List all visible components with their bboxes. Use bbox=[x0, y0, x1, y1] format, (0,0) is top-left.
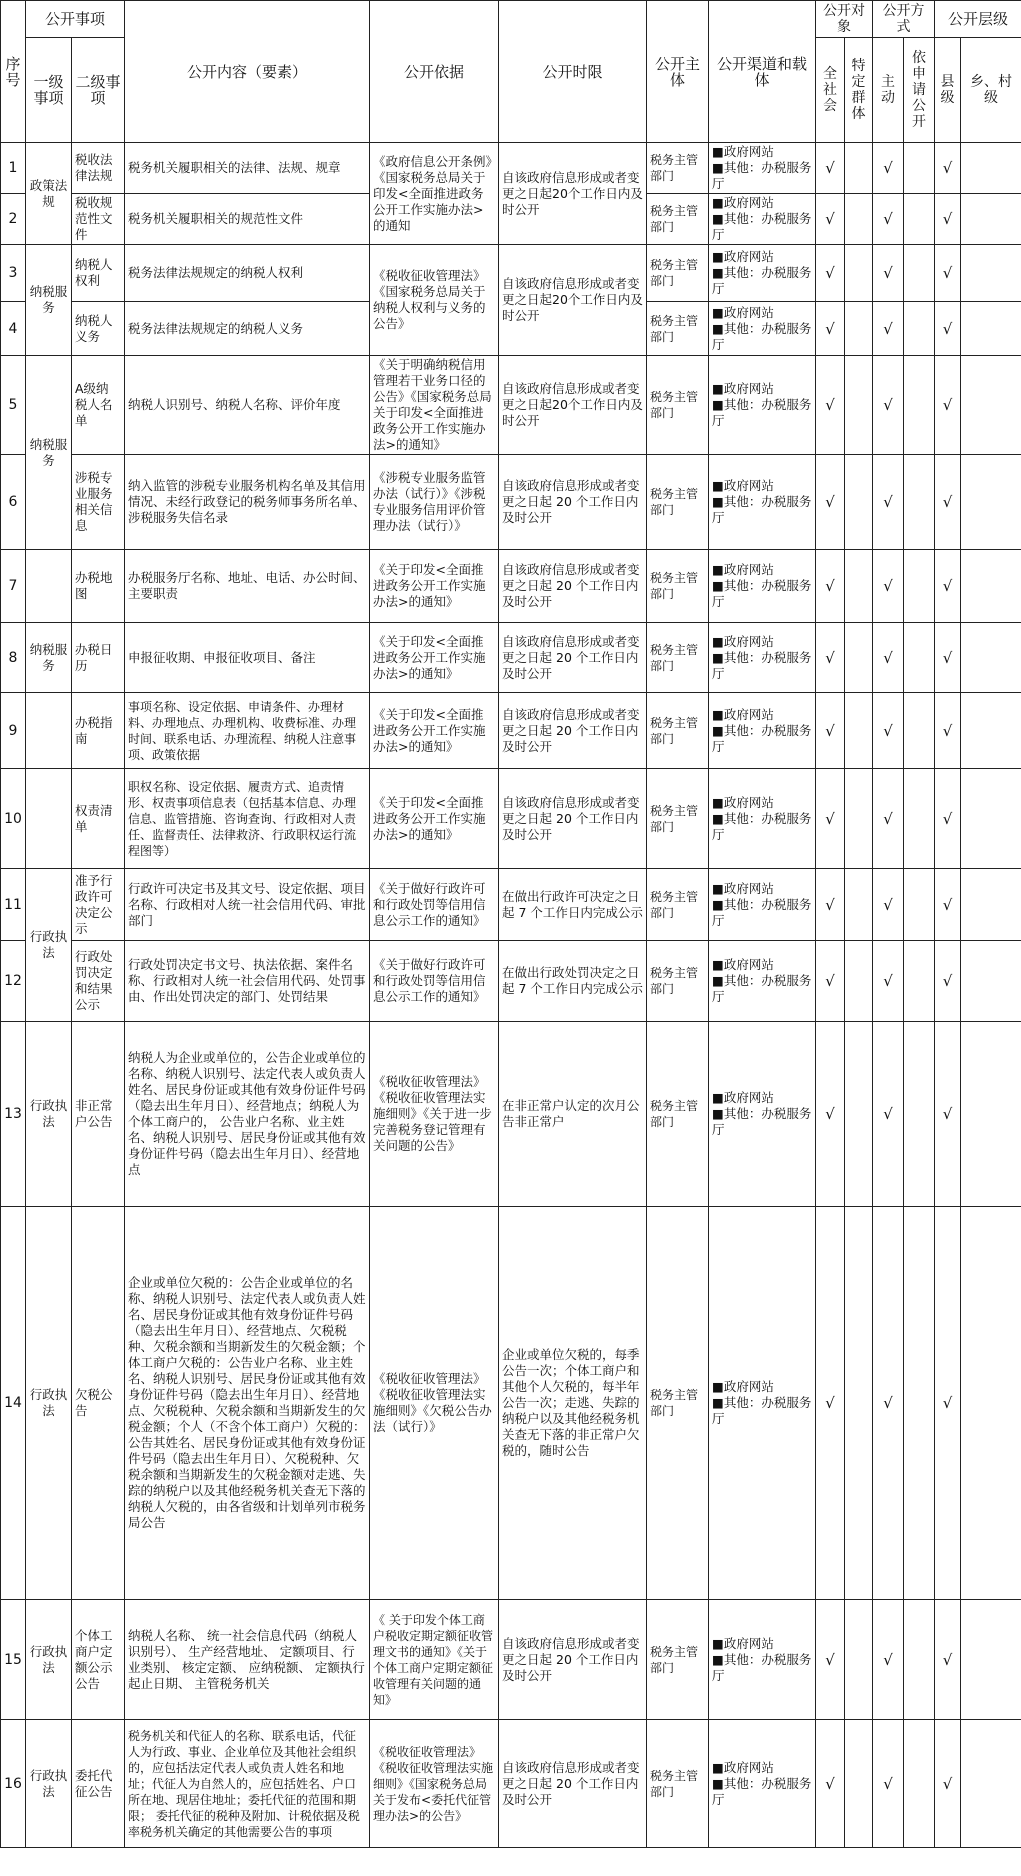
header-level-village: 乡、村级 bbox=[961, 38, 1021, 143]
level2-cell: 行政处罚决定和结果公示 bbox=[72, 941, 125, 1022]
channel-cell: ■政府网站 ■其他：办税服务厅 bbox=[709, 356, 816, 455]
table-row: 10 权责清单 职权名称、设定依据、履责方式、追责情形、权责事项信息表（包括基本信息、办理信息、监管措施、咨询查询、行政相对人责任、监督责任、法律救济、行政职权运行流程图等） 《关于印发<全面推进政务公开工作实施办法>的通知》 自该政府信息形成或者变更之日起 20 个工作日内及时公开 税务主管部门 ■政府网站 ■其他：办税服务厅 √ √ √ bbox=[1, 769, 1021, 869]
check-mark: √ bbox=[816, 1720, 845, 1848]
level2-cell: 办税日历 bbox=[72, 623, 125, 693]
channel-cell: ■政府网站 ■其他：办税服务厅 bbox=[709, 194, 816, 245]
basis-cell: 《关于印发<全面推进政务公开工作实施办法>的通知》 bbox=[370, 693, 499, 769]
header-level-county: 县级 bbox=[935, 38, 961, 143]
time-limit-cell: 自该政府信息形成或者变更之日起 20 个工作日内及时公开 bbox=[499, 1600, 647, 1720]
header-content: 公开内容（要素） bbox=[125, 1, 370, 143]
header-channel: 公开渠道和载体 bbox=[709, 1, 816, 143]
basis-cell: 《涉税专业服务监管办法（试行）》《涉税专业服务信用评价管理办法（试行）》 bbox=[370, 455, 499, 550]
check-mark: √ bbox=[873, 623, 904, 693]
level1-cell: 行政执法 bbox=[26, 1720, 72, 1848]
time-limit-cell: 自该政府信息形成或者变更之日起 20 个工作日内及时公开 bbox=[499, 769, 647, 869]
time-limit-cell: 在做出行政处罚决定之日起 7 个工作日内完成公示 bbox=[499, 941, 647, 1022]
content-cell: 企业或单位欠税的：公告企业或单位的名称、纳税人识别号、法定代表人或负责人姓名、居民身份证或其他有效身份证件号码（隐去出生年月日）、经营地点、欠税税种、欠税余额和当期新发生的欠税金额；个体工商户欠税的：公告业户名称、业主姓名、纳税人识别号、居民身份证或其他有效身份证件号码（隐去出生年月日）、经营地点、欠税税种、欠税余额和当期新发生的欠税金额；个人（不含个体工商户）欠税的：公告其姓名、居民身份证或其他有效身份证件号码（隐去出生年月日）、欠税税种、欠税余额和当期新发生的欠税金额对走逃、失踪的纳税户以及其他经税务机关查无下落的纳税人欠税的，由各省级和计划单列市税务局公告 bbox=[125, 1207, 370, 1600]
level2-cell: 税收法律法规 bbox=[72, 143, 125, 194]
channel-cell: ■政府网站 ■其他：办税服务厅 bbox=[709, 693, 816, 769]
channel-cell: ■政府网站 ■其他：办税服务厅 bbox=[709, 1600, 816, 1720]
check-mark: √ bbox=[873, 194, 904, 245]
time-limit-cell: 自该政府信息形成或者变更之日起 20 个工作日内及时公开 bbox=[499, 455, 647, 550]
channel-cell: ■政府网站 ■其他：办税服务厅 bbox=[709, 769, 816, 869]
subject-cell: 税务主管部门 bbox=[647, 693, 709, 769]
time-limit-cell: 自该政府信息形成或者变更之日起 20 个工作日内及时公开 bbox=[499, 623, 647, 693]
level2-cell: 准予行政许可决定公示 bbox=[72, 869, 125, 941]
check-mark: √ bbox=[873, 869, 904, 941]
subject-cell: 税务主管部门 bbox=[647, 941, 709, 1022]
level2-cell: 欠税公告 bbox=[72, 1207, 125, 1600]
content-cell: 税务法律法规规定的纳税人义务 bbox=[125, 302, 370, 356]
subject-cell: 税务主管部门 bbox=[647, 1600, 709, 1720]
check-mark: √ bbox=[873, 302, 904, 356]
subject-cell: 税务主管部门 bbox=[647, 245, 709, 302]
check-mark: √ bbox=[873, 941, 904, 1022]
level2-cell: 纳税人义务 bbox=[72, 302, 125, 356]
time-limit-cell: 自该政府信息形成或者变更之日起 20 个工作日内及时公开 bbox=[499, 550, 647, 623]
level2-cell: 涉税专业服务相关信息 bbox=[72, 455, 125, 550]
table-row: 14 行政执法 欠税公告 企业或单位欠税的：公告企业或单位的名称、纳税人识别号、法定代表人或负责人姓名、居民身份证或其他有效身份证件号码（隐去出生年月日）、经营地点、欠税税种、欠税余额和当期新发生的欠税金额；个体工商户欠税的：公告业户名称、业主姓名、纳税人识别号、居民身份证或其他有效身份证件号码（隐去出生年月日）、经营地点、欠税税种、欠税余额和当期新发生的欠税金额；个人（不含个体工商户）欠税的：公告其姓名、居民身份证或其他有效身份证件号码（隐去出生年月日）、欠税税种、欠税余额和当期新发生的欠税金额对走逃、失踪的纳税户以及其他经税务机关查无下落的纳税人欠税的，由各省级和计划单列市税务局公告 《税收征收管理法》《税收征收管理法实施细则》《欠税公告办法（试行）》 企业或单位欠税的，每季公告一次；个体工商户和其他个人欠税的，每半年公告一次；走逃、失踪的纳税户以及其他经税务机关查无下落的非正常户欠税的，随时公告 税务主管部门 ■政府网站 ■其他：办税服务厅 √ √ √ bbox=[1, 1207, 1021, 1600]
subject-cell: 税务主管部门 bbox=[647, 1207, 709, 1600]
level1-cell bbox=[26, 693, 72, 769]
time-limit-cell: 自该政府信息形成或者变更之日起20个工作日内及时公开 bbox=[499, 143, 647, 245]
subject-cell: 税务主管部门 bbox=[647, 623, 709, 693]
check-mark: √ bbox=[935, 769, 961, 869]
check-mark: √ bbox=[816, 693, 845, 769]
check-mark: √ bbox=[935, 941, 961, 1022]
content-cell: 纳入监管的涉税专业服务机构名单及其信用情况、未经行政登记的税务师事务所名单、涉税服务失信名录 bbox=[125, 455, 370, 550]
channel-cell: ■政府网站 ■其他：办税服务厅 bbox=[709, 869, 816, 941]
check-mark: √ bbox=[935, 1720, 961, 1848]
time-limit-cell: 自该政府信息形成或者变更之日起20个工作日内及时公开 bbox=[499, 356, 647, 455]
basis-cell: 《关于印发<全面推进政务公开工作实施办法>的通知》 bbox=[370, 550, 499, 623]
subject-cell: 税务主管部门 bbox=[647, 1720, 709, 1848]
time-limit-cell: 自该政府信息形成或者变更之日起 20 个工作日内及时公开 bbox=[499, 1720, 647, 1848]
level1-cell bbox=[26, 550, 72, 623]
header-level2: 二级事项 bbox=[72, 38, 125, 143]
basis-cell: 《税收征收管理法》《税收征收管理法实施细则》《国家税务总局关于发布<委托代征管理办法>的公告》 bbox=[370, 1720, 499, 1848]
check-mark: √ bbox=[816, 1207, 845, 1600]
basis-cell: 《关于印发<全面推进政务公开工作实施办法>的通知》 bbox=[370, 769, 499, 869]
time-limit-cell: 在非正常户认定的次月公告非正常户 bbox=[499, 1022, 647, 1207]
channel-cell: ■政府网站 ■其他：办税服务厅 bbox=[709, 550, 816, 623]
content-cell: 办税服务厅名称、地址、电话、办公时间、主要职责 bbox=[125, 550, 370, 623]
table-row: 7 办税地图 办税服务厅名称、地址、电话、办公时间、主要职责 《关于印发<全面推进政务公开工作实施办法>的通知》 自该政府信息形成或者变更之日起 20 个工作日内及时公开 税务主管部门 ■政府网站 ■其他：办税服务厅 √ √ √ bbox=[1, 550, 1021, 623]
check-mark: √ bbox=[935, 550, 961, 623]
check-mark: √ bbox=[873, 1207, 904, 1600]
channel-cell: ■政府网站 ■其他：办税服务厅 bbox=[709, 623, 816, 693]
level1-cell bbox=[26, 769, 72, 869]
check-mark: √ bbox=[935, 1600, 961, 1720]
header-target-specific: 特定群体 bbox=[845, 38, 873, 143]
table-row: 2 税收规范性文件 税务机关履职相关的规范性文件 税务主管部门 ■政府网站 ■其他：办税服务厅 √ √ √ bbox=[1, 194, 1021, 245]
subject-cell: 税务主管部门 bbox=[647, 356, 709, 455]
check-mark: √ bbox=[873, 550, 904, 623]
table-row: 4 纳税人义务 税务法律法规规定的纳税人义务 税务主管部门 ■政府网站 ■其他：办税服务厅 √ √ √ bbox=[1, 302, 1021, 356]
check-mark: √ bbox=[816, 941, 845, 1022]
header-seq: 序号 bbox=[1, 1, 26, 143]
header-method: 公开方式 bbox=[873, 1, 935, 38]
level1-cell: 行政执法 bbox=[26, 1022, 72, 1207]
header-method-apply: 依申请公开 bbox=[904, 38, 935, 143]
table-row: 15 行政执法 个体工商户定额公示公告 纳税人名称、 统一社会信息代码（纳税人识别号）、 生产经营地址、 定额项目、行业类别、 核定定额、 应纳税额、 定额执行起止日期、 主管税务机关 《 关于印发个体工商户税收定期定额征收管理文书的通知》《关于个体工商户定期定额征收管理有关问题的通知》 自该政府信息形成或者变更之日起 20 个工作日内及时公开 税务主管部门 ■政府网站 ■其他：办税服务厅 √ √ √ bbox=[1, 1600, 1021, 1720]
time-limit-cell: 自该政府信息形成或者变更之日起 20 个工作日内及时公开 bbox=[499, 693, 647, 769]
check-mark: √ bbox=[816, 769, 845, 869]
check-mark: √ bbox=[873, 1600, 904, 1720]
check-mark: √ bbox=[873, 1720, 904, 1848]
check-mark: √ bbox=[935, 693, 961, 769]
header-matters: 公开事项 bbox=[26, 1, 125, 38]
header-basis: 公开依据 bbox=[370, 1, 499, 143]
subject-cell: 税务主管部门 bbox=[647, 302, 709, 356]
check-mark: √ bbox=[816, 194, 845, 245]
subject-cell: 税务主管部门 bbox=[647, 143, 709, 194]
content-cell: 纳税人为企业或单位的，公告企业或单位的名称、纳税人识别号、法定代表人或负责人姓名、居民身份证或其他有效身份证件号码（隐去出生年月日）、经营地点；纳税人为个体工商户的， 公告业户名称、业主姓名、纳税人识别号、居民身份证或其他有效身份证件号码（隐去出生年月日）、经营地点 bbox=[125, 1022, 370, 1207]
basis-cell: 《税收征收管理法》《国家税务总局关于纳税人权利与义务的公告》 bbox=[370, 245, 499, 356]
table-row: 6 涉税专业服务相关信息 纳入监管的涉税专业服务机构名单及其信用情况、未经行政登记的税务师事务所名单、涉税服务失信名录 《涉税专业服务监管办法（试行）》《涉税专业服务信用评价管理办法（试行）》 自该政府信息形成或者变更之日起 20 个工作日内及时公开 税务主管部门 ■政府网站 ■其他：办税服务厅 √ √ √ bbox=[1, 455, 1021, 550]
subject-cell: 税务主管部门 bbox=[647, 769, 709, 869]
channel-cell: ■政府网站 ■其他：办税服务厅 bbox=[709, 143, 816, 194]
channel-cell: ■政府网站 ■其他：办税服务厅 bbox=[709, 455, 816, 550]
time-limit-cell: 在做出行政许可决定之日起 7 个工作日内完成公示 bbox=[499, 869, 647, 941]
check-mark: √ bbox=[873, 769, 904, 869]
level1-cell: 行政执法 bbox=[26, 1600, 72, 1720]
table-row: 9 办税指南 事项名称、设定依据、申请条件、办理材料、办理地点、办理机构、收费标准、办理时间、联系电话、办理流程、纳税人注意事项、政策依据 《关于印发<全面推进政务公开工作实施办法>的通知》 自该政府信息形成或者变更之日起 20 个工作日内及时公开 税务主管部门 ■政府网站 ■其他：办税服务厅 √ √ √ bbox=[1, 693, 1021, 769]
subject-cell: 税务主管部门 bbox=[647, 869, 709, 941]
check-mark: √ bbox=[873, 693, 904, 769]
level2-cell: 非正常户公告 bbox=[72, 1022, 125, 1207]
table-row: 1 政策法规 税收法律法规 税务机关履职相关的法律、法规、规章 《政府信息公开条例》《国家税务总局关于印发<全面推进政务公开工作实施办法>的通知 自该政府信息形成或者变更之日起20个工作日内及时公开 税务主管部门 ■政府网站 ■其他：办税服务厅 √ √ √ bbox=[1, 143, 1021, 194]
level1-cell: 行政执法 bbox=[26, 869, 72, 1022]
basis-cell: 《政府信息公开条例》《国家税务总局关于印发<全面推进政务公开工作实施办法>的通知 bbox=[370, 143, 499, 245]
check-mark: √ bbox=[935, 194, 961, 245]
basis-cell: 《关于印发<全面推进政务公开工作实施办法>的通知》 bbox=[370, 623, 499, 693]
check-mark: √ bbox=[816, 623, 845, 693]
level2-cell: 个体工商户定额公示公告 bbox=[72, 1600, 125, 1720]
header-target-all: 全社会 bbox=[816, 38, 845, 143]
time-limit-cell: 企业或单位欠税的，每季公告一次；个体工商户和其他个人欠税的，每半年公告一次；走逃、失踪的纳税户以及其他经税务机关查无下落的非正常户欠税的，随时公告 bbox=[499, 1207, 647, 1600]
check-mark: √ bbox=[935, 1022, 961, 1207]
subject-cell: 税务主管部门 bbox=[647, 194, 709, 245]
level1-cell: 纳税服务 bbox=[26, 245, 72, 356]
check-mark: √ bbox=[935, 245, 961, 302]
check-mark: √ bbox=[935, 302, 961, 356]
basis-cell: 《关于做好行政许可和行政处罚等信用信息公示工作的通知》 bbox=[370, 869, 499, 941]
check-mark: √ bbox=[816, 550, 845, 623]
subject-cell: 税务主管部门 bbox=[647, 1022, 709, 1207]
table-row: 13 行政执法 非正常户公告 纳税人为企业或单位的，公告企业或单位的名称、纳税人识别号、法定代表人或负责人姓名、居民身份证或其他有效身份证件号码（隐去出生年月日）、经营地点；纳税人为个体工商户的， 公告业户名称、业主姓名、纳税人识别号、居民身份证或其他有效身份证件号码（隐去出生年月日）、经营地点 《税收征收管理法》《税收征收管理法实施细则》《关于进一步完善税务登记管理有关问题的公告》 在非正常户认定的次月公告非正常户 税务主管部门 ■政府网站 ■其他：办税服务厅 √ √ √ bbox=[1, 1022, 1021, 1207]
level1-cell: 行政执法 bbox=[26, 1207, 72, 1600]
check-mark: √ bbox=[873, 1022, 904, 1207]
check-mark: √ bbox=[935, 356, 961, 455]
check-mark: √ bbox=[935, 143, 961, 194]
content-cell: 行政处罚决定书文号、执法依据、案件名称、行政相对人统一社会信用代码、处罚事由、作出处罚决定的部门、处罚结果 bbox=[125, 941, 370, 1022]
content-cell: 申报征收期、申报征收项目、备注 bbox=[125, 623, 370, 693]
content-cell: 行政许可决定书及其文号、设定依据、项目名称、行政相对人统一社会信用代码、审批部门 bbox=[125, 869, 370, 941]
check-mark: √ bbox=[816, 245, 845, 302]
check-mark: √ bbox=[873, 455, 904, 550]
content-cell: 事项名称、设定依据、申请条件、办理材料、办理地点、办理机构、收费标准、办理时间、联系电话、办理流程、纳税人注意事项、政策依据 bbox=[125, 693, 370, 769]
channel-cell: ■政府网站 ■其他：办税服务厅 bbox=[709, 1207, 816, 1600]
check-mark: √ bbox=[935, 623, 961, 693]
table-row: 3 纳税服务 纳税人权利 税务法律法规规定的纳税人权利 《税收征收管理法》《国家税务总局关于纳税人权利与义务的公告》 自该政府信息形成或者变更之日起20个工作日内及时公开 税务主管部门 ■政府网站 ■其他：办税服务厅 √ √ √ bbox=[1, 245, 1021, 302]
check-mark: √ bbox=[935, 455, 961, 550]
level2-cell: 权责清单 bbox=[72, 769, 125, 869]
header-subject: 公开主体 bbox=[647, 1, 709, 143]
level2-cell: 委托代征公告 bbox=[72, 1720, 125, 1848]
table-row: 8 纳税服务 办税日历 申报征收期、申报征收项目、备注 《关于印发<全面推进政务公开工作实施办法>的通知》 自该政府信息形成或者变更之日起 20 个工作日内及时公开 税务主管部门 ■政府网站 ■其他：办税服务厅 √ √ √ bbox=[1, 623, 1021, 693]
level1-cell: 纳税服务 bbox=[26, 356, 72, 550]
table-row: 16 行政执法 委托代征公告 税务机关和代征人的名称、联系电话，代征人为行政、事业、企业单位及其他社会组织的，应包括法定代表人或负责人姓名和地址；代征人为自然人的，应包括姓名、户口所在地、现居住地址；委托代征的范围和期限； 委托代征的税种及附加、计税依据及税率税务机关确定的其他需要公告的事项 《税收征收管理法》《税收征收管理法实施细则》《国家税务总局关于发布<委托代征管理办法>的公告》 自该政府信息形成或者变更之日起 20 个工作日内及时公开 税务主管部门 ■政府网站 ■其他：办税服务厅 √ √ √ bbox=[1, 1720, 1021, 1848]
level2-cell: 纳税人权利 bbox=[72, 245, 125, 302]
content-cell: 职权名称、设定依据、履责方式、追责情形、权责事项信息表（包括基本信息、办理信息、监管措施、咨询查询、行政相对人责任、监督责任、法律救济、行政职权运行流程图等） bbox=[125, 769, 370, 869]
check-mark: √ bbox=[873, 356, 904, 455]
channel-cell: ■政府网站 ■其他：办税服务厅 bbox=[709, 941, 816, 1022]
level1-cell: 纳税服务 bbox=[26, 623, 72, 693]
check-mark: √ bbox=[873, 143, 904, 194]
content-cell: 税务机关履职相关的规范性文件 bbox=[125, 194, 370, 245]
header-level1: 一级事项 bbox=[26, 38, 72, 143]
table-row: 12 行政处罚决定和结果公示 行政处罚决定书文号、执法依据、案件名称、行政相对人统一社会信用代码、处罚事由、作出处罚决定的部门、处罚结果 《关于做好行政许可和行政处罚等信用信息公示工作的通知》 在做出行政处罚决定之日起 7 个工作日内完成公示 税务主管部门 ■政府网站 ■其他：办税服务厅 √ √ √ bbox=[1, 941, 1021, 1022]
check-mark: √ bbox=[816, 1600, 845, 1720]
check-mark: √ bbox=[816, 869, 845, 941]
basis-cell: 《关于做好行政许可和行政处罚等信用信息公示工作的通知》 bbox=[370, 941, 499, 1022]
check-mark: √ bbox=[873, 245, 904, 302]
header-level: 公开层级 bbox=[935, 1, 1021, 38]
check-mark: √ bbox=[935, 1207, 961, 1600]
content-cell: 纳税人识别号、纳税人名称、评价年度 bbox=[125, 356, 370, 455]
basis-cell: 《关于明确纳税信用管理若干业务口径的公告》《国家税务总局关于印发<全面推进政务公开工作实施办法>的通知》 bbox=[370, 356, 499, 455]
content-cell: 纳税人名称、 统一社会信息代码（纳税人识别号）、 生产经营地址、 定额项目、行业类别、 核定定额、 应纳税额、 定额执行起止日期、 主管税务机关 bbox=[125, 1600, 370, 1720]
time-limit-cell: 自该政府信息形成或者变更之日起20个工作日内及时公开 bbox=[499, 245, 647, 356]
level2-cell: 税收规范性文件 bbox=[72, 194, 125, 245]
basis-cell: 《税收征收管理法》《税收征收管理法实施细则》《关于进一步完善税务登记管理有关问题的公告》 bbox=[370, 1022, 499, 1207]
subject-cell: 税务主管部门 bbox=[647, 550, 709, 623]
level1-cell: 政策法规 bbox=[26, 143, 72, 245]
basis-cell: 《 关于印发个体工商户税收定期定额征收管理文书的通知》《关于个体工商户定期定额征收管理有关问题的通知》 bbox=[370, 1600, 499, 1720]
check-mark: √ bbox=[816, 143, 845, 194]
check-mark: √ bbox=[816, 455, 845, 550]
channel-cell: ■政府网站 ■其他：办税服务厅 bbox=[709, 245, 816, 302]
table-row: 5 纳税服务 A级纳税人名单 纳税人识别号、纳税人名称、评价年度 《关于明确纳税信用管理若干业务口径的公告》《国家税务总局关于印发<全面推进政务公开工作实施办法>的通知》 自该政府信息形成或者变更之日起20个工作日内及时公开 税务主管部门 ■政府网站 ■其他：办税服务厅 √ √ √ bbox=[1, 356, 1021, 455]
channel-cell: ■政府网站 ■其他：办税服务厅 bbox=[709, 1022, 816, 1207]
basis-cell: 《税收征收管理法》《税收征收管理法实施细则》《欠税公告办法（试行）》 bbox=[370, 1207, 499, 1600]
content-cell: 税务机关和代征人的名称、联系电话，代征人为行政、事业、企业单位及其他社会组织的，应包括法定代表人或负责人姓名和地址；代征人为自然人的，应包括姓名、户口所在地、现居住地址；委托代征的范围和期限； 委托代征的税种及附加、计税依据及税率税务机关确定的其他需要公告的事项 bbox=[125, 1720, 370, 1848]
header-method-active: 主动 bbox=[873, 38, 904, 143]
check-mark: √ bbox=[935, 869, 961, 941]
check-mark: √ bbox=[816, 302, 845, 356]
check-mark: √ bbox=[816, 1022, 845, 1207]
level2-cell: 办税地图 bbox=[72, 550, 125, 623]
check-mark: √ bbox=[816, 356, 845, 455]
level2-cell: 办税指南 bbox=[72, 693, 125, 769]
content-cell: 税务机关履职相关的法律、法规、规章 bbox=[125, 143, 370, 194]
channel-cell: ■政府网站 ■其他：办税服务厅 bbox=[709, 302, 816, 356]
table-row: 11 行政执法 准予行政许可决定公示 行政许可决定书及其文号、设定依据、项目名称、行政相对人统一社会信用代码、审批部门 《关于做好行政许可和行政处罚等信用信息公示工作的通知》 在做出行政许可决定之日起 7 个工作日内完成公示 税务主管部门 ■政府网站 ■其他：办税服务厅 √ √ √ bbox=[1, 869, 1021, 941]
header-time-limit: 公开时限 bbox=[499, 1, 647, 143]
level2-cell: A级纳税人名单 bbox=[72, 356, 125, 455]
header-target: 公开对象 bbox=[816, 1, 873, 38]
channel-cell: ■政府网站 ■其他：办税服务厅 bbox=[709, 1720, 816, 1848]
content-cell: 税务法律法规规定的纳税人权利 bbox=[125, 245, 370, 302]
subject-cell: 税务主管部门 bbox=[647, 455, 709, 550]
